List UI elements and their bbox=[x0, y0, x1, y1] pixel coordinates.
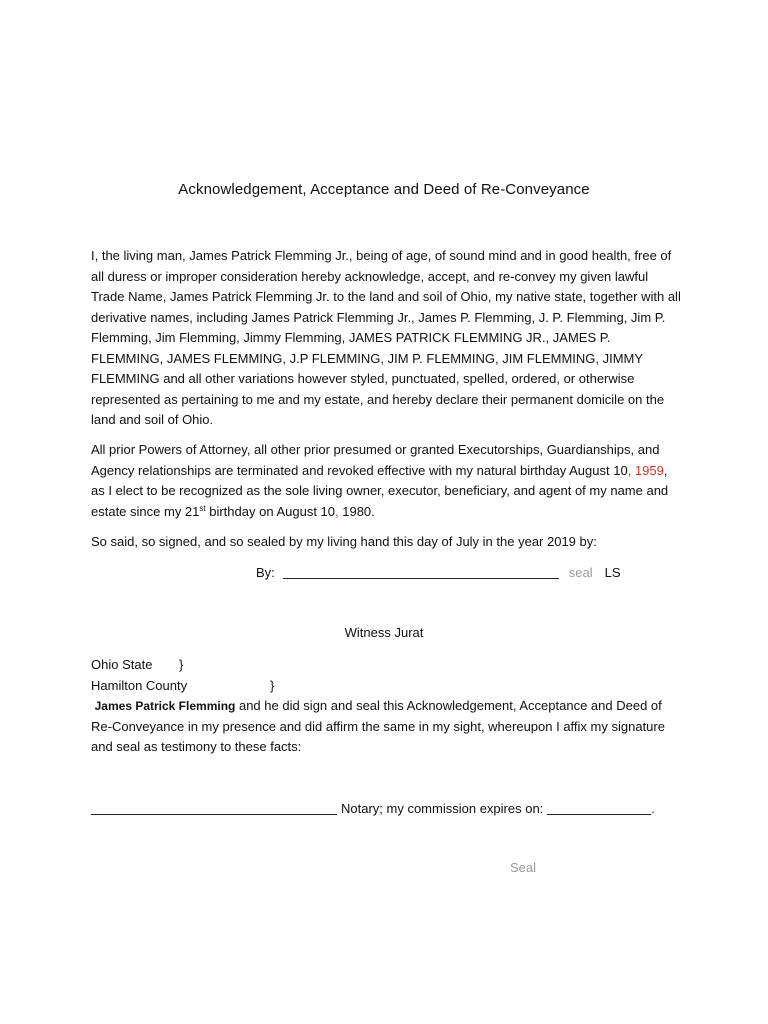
ls-label: LS bbox=[604, 565, 621, 580]
commission-expiry-blank[interactable] bbox=[547, 800, 651, 815]
venue-state: Ohio State bbox=[91, 657, 153, 672]
notary-period: . bbox=[651, 801, 655, 816]
revocation-text-3: birthday on August 10 bbox=[205, 503, 335, 519]
notary-signature-blank[interactable] bbox=[91, 800, 337, 815]
by-label: By: bbox=[256, 565, 275, 580]
seal-label: seal bbox=[568, 565, 593, 580]
declaration-paragraph: I, the living man, James Patrick Flemming Jr., being of age, of sound mind and in good health, free of all duress or improper consideration hereby acknowledge, accept, and re-convey my given lawful Trade Name, James Patrick Flemming Jr. to the land and soil of Ohio, my native state, together with all derivative names, including James Patrick Flemming Jr., James P. Flemming, J. P. Flemming, Jim P. Flemming, Jim Flemming, Jimmy Flemming, JAMES PATRICK FLEMMING JR., JAMES P. FLEMMING, JAMES FLEMMING, J.P FLEMMING, JIM P. FLEMMING, JIM FLEMMING, JIMMY FLEMMING and all other variations however styled, punctuated, spelled, ordered, or otherwise represented as pertaining to me and my estate, and hereby declare their permanent domicile on the land and soil of Ohio. bbox=[91, 248, 681, 427]
signature-line bbox=[256, 563, 621, 583]
document-title: Acknowledgement, Acceptance and Deed of Re-Conveyance bbox=[178, 181, 590, 198]
signing-paragraph: So said, so signed, and so sealed by my living hand this day of July in the year 2019 by: bbox=[91, 534, 597, 549]
notary-seal-label: Seal bbox=[510, 860, 537, 875]
jurat-heading: Witness Jurat bbox=[344, 625, 424, 640]
revocation-text-2: , as I elect to be recognized as the sole living owner, executor, beneficiary, and agent of my name and estate since my 21 bbox=[91, 462, 669, 519]
revocation-text-1: All prior Powers of Attorney, all other prior presumed or granted Executorships, Guardianships, and Agency relationships are terminated and revoked effective with my natural birthday August 10 bbox=[91, 442, 660, 478]
notary-line bbox=[91, 799, 655, 819]
venue-brace-county: } bbox=[270, 678, 275, 693]
revocation-paragraph bbox=[91, 440, 681, 522]
signer-name: James Patrick Flemming bbox=[94, 699, 236, 713]
venue-brace-state: } bbox=[179, 657, 184, 672]
venue-county: Hamilton County bbox=[91, 678, 188, 693]
birth-year-highlight: , 1959 bbox=[627, 462, 664, 478]
jurat-statement-text: and he did sign and seal this Acknowledgement, Acceptance and Deed of Re-Conveyance in my presence and did affirm the same in my sight, whereupon I affix my signature and seal as testimony to these facts: bbox=[91, 698, 665, 754]
jurat-statement bbox=[91, 696, 681, 758]
comma-highlight: , bbox=[335, 503, 339, 519]
notary-label: Notary; my commission expires on: bbox=[341, 801, 544, 816]
ordinal-superscript: st bbox=[199, 503, 206, 513]
signature-blank[interactable] bbox=[283, 564, 559, 579]
revocation-text-4: 1980. bbox=[338, 503, 375, 519]
